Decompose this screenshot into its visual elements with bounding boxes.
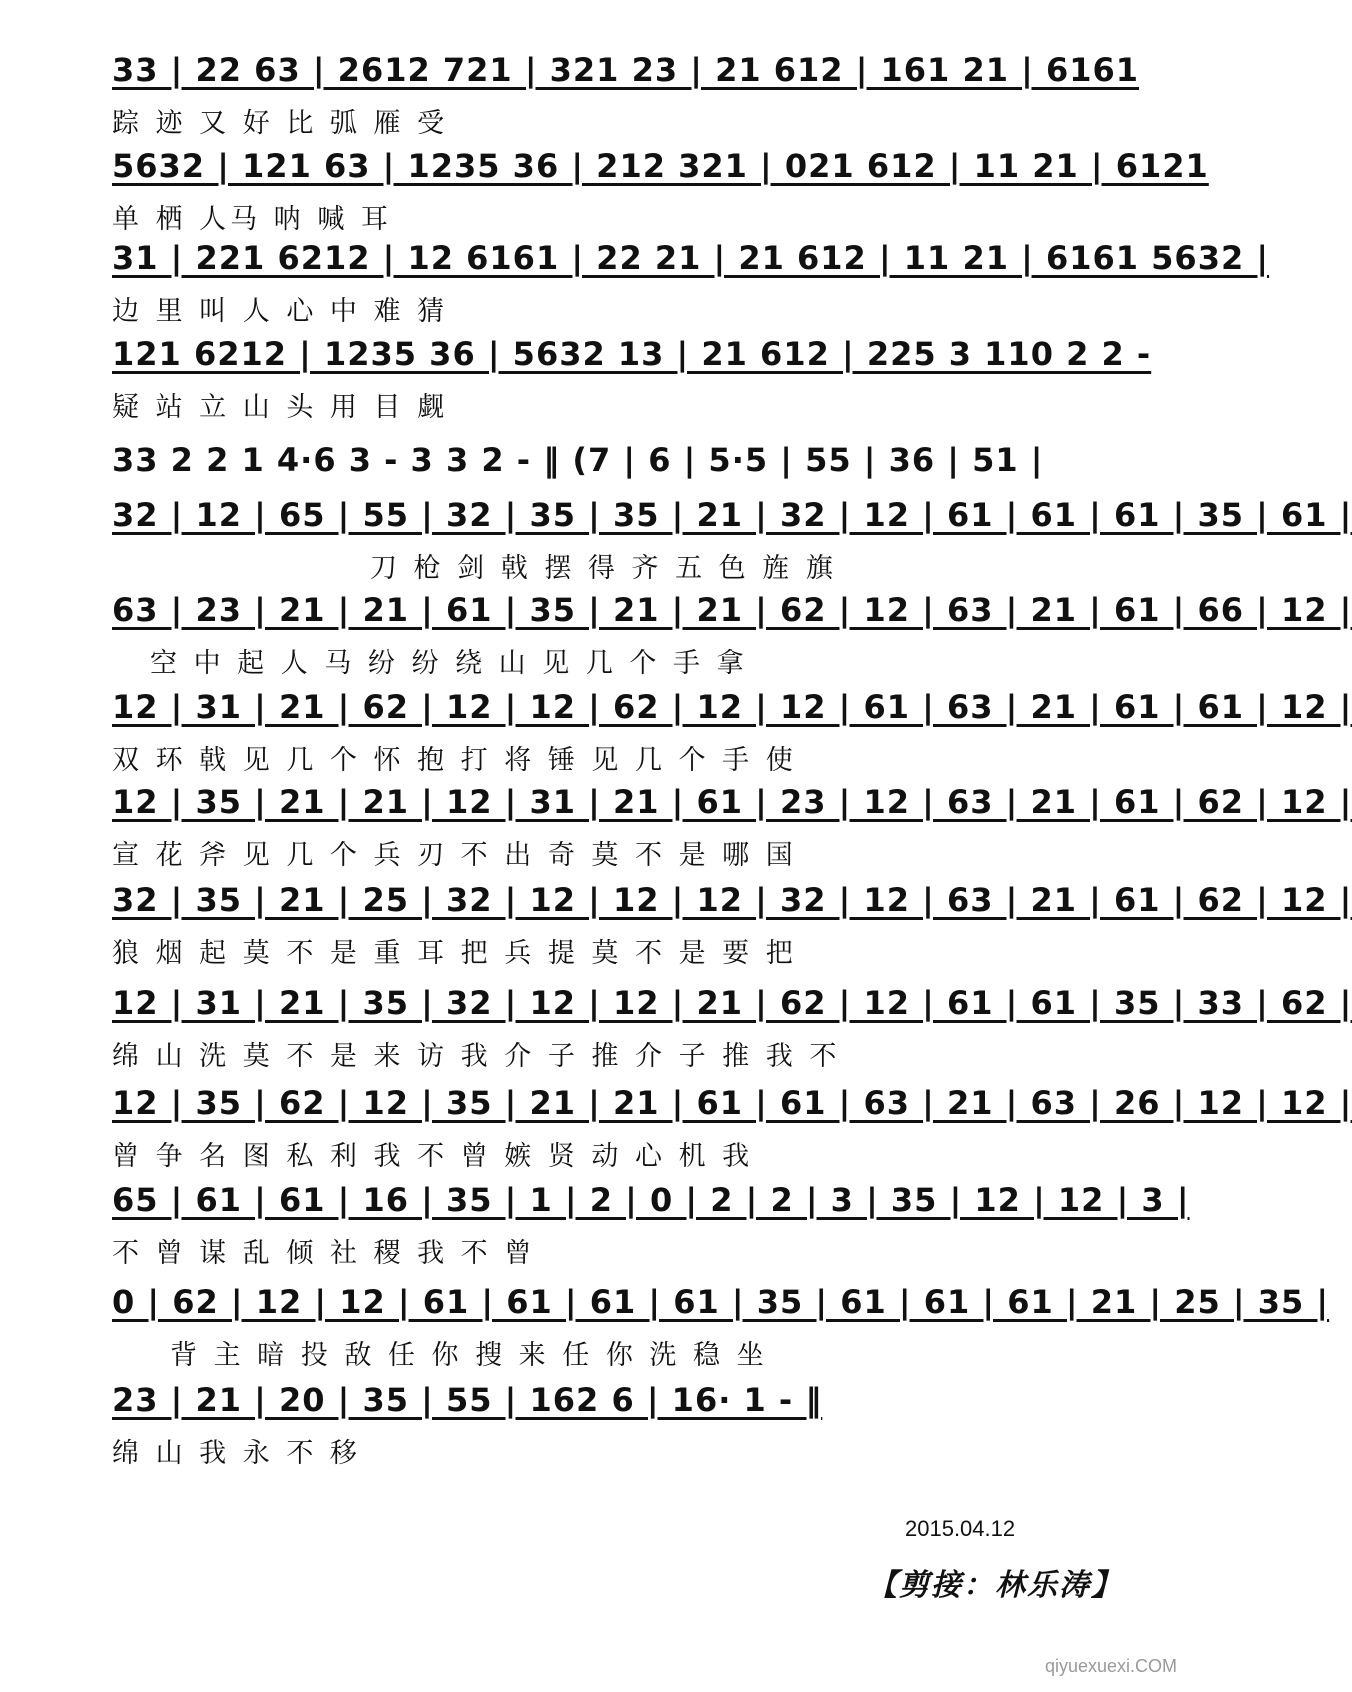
notation-line: 12 | 31 | 21 | 62 | 12 | 12 | 62 | 12 | 12 | 61 | 63 | 21 | 61 | 61 | 12 | xyxy=(112,688,1352,726)
notation-line: 32 | 35 | 21 | 25 | 32 | 12 | 12 | 12 | 32 | 12 | 63 | 21 | 61 | 62 | 12 | xyxy=(112,881,1352,919)
lyrics-line: 边 里 叫 人 心 中 难 猜 xyxy=(112,296,449,327)
lyrics-line: 绵 山 洗 莫 不 是 来 访 我 介 子 推 介 子 推 我 不 xyxy=(112,1041,841,1072)
notation-line: 12 | 35 | 21 | 21 | 12 | 31 | 21 | 61 | 23 | 12 | 63 | 21 | 61 | 62 | 12 | xyxy=(112,783,1352,821)
site-watermark: qiyuexuexi.COM xyxy=(1045,1656,1178,1676)
lyrics-line: 曾 争 名 图 私 利 我 不 曾 嫉 贤 动 心 机 我 xyxy=(112,1141,754,1172)
notation-line: 23 | 21 | 20 | 35 | 55 | 162 6 | 16· 1 - ‖ xyxy=(112,1381,823,1419)
notation-line: 65 | 61 | 61 | 16 | 35 | 1 | 2 | 0 | 2 | 2 | 3 | 35 | 12 | 12 | 3 | xyxy=(112,1181,1190,1219)
lyrics-line: 宣 花 斧 见 几 个 兵 刃 不 出 奇 莫 不 是 哪 国 xyxy=(112,840,797,871)
lyrics-line: 狼 烟 起 莫 不 是 重 耳 把 兵 提 莫 不 是 要 把 xyxy=(112,938,797,969)
date-stamp: 2015.04.12 xyxy=(905,1516,1016,1541)
notation-line: 5632 | 121 63 | 1235 36 | 212 321 | 021 612 | 11 21 | 6121 xyxy=(112,147,1209,185)
notation-line: 33 2 2 1 4·6 3 - 3 3 2 - ‖ (7 | 6 | 5·5 | 55 | 36 | 51 | xyxy=(112,441,1044,479)
lyrics-line: 踪 迹 又 好 比 弧 雁 受 xyxy=(112,108,449,139)
lyrics-line: 绵 山 我 永 不 移 xyxy=(112,1438,361,1469)
notation-line: 31 | 221 6212 | 12 6161 | 22 21 | 21 612 | 11 21 | 6161 5632 | xyxy=(112,239,1270,277)
lyrics-line: 单 栖 人马 呐 喊 耳 xyxy=(112,204,392,235)
notation-line: 12 | 31 | 21 | 35 | 32 | 12 | 12 | 21 | 62 | 12 | 61 | 61 | 35 | 33 | 62 | xyxy=(112,984,1352,1022)
notation-line: 33 | 22 63 | 2612 721 | 321 23 | 21 612 | 161 21 | 6161 xyxy=(112,51,1140,89)
notation-line: 0 | 62 | 12 | 12 | 61 | 61 | 61 | 61 | 35 | 61 | 61 | 61 | 21 | 25 | 35 | xyxy=(112,1283,1330,1321)
lyrics-line: 疑 站 立 山 头 用 目 觑 xyxy=(112,392,449,423)
notation-line: 32 | 12 | 65 | 55 | 32 | 35 | 35 | 21 | 32 | 12 | 61 | 61 | 61 | 35 | 61 | xyxy=(112,496,1352,534)
notation-line: 121 6212 | 1235 36 | 5632 13 | 21 612 | 225 3 110 2 2 - xyxy=(112,335,1152,373)
lyrics-line: 不 曾 谋 乱 倾 社 稷 我 不 曾 xyxy=(112,1238,536,1269)
notation-line: 63 | 23 | 21 | 21 | 61 | 35 | 21 | 21 | 62 | 12 | 63 | 21 | 61 | 66 | 12 | xyxy=(112,591,1352,629)
credit-label: 【剪接：林乐涛】 xyxy=(867,1568,1123,1603)
lyrics-line: 刀 枪 剑 戟 摆 得 齐 五 色 旌 旗 xyxy=(370,553,837,584)
lyrics-line: 双 环 戟 见 几 个 怀 抱 打 将 锤 见 几 个 手 使 xyxy=(112,745,797,776)
notation-line: 12 | 35 | 62 | 12 | 35 | 21 | 21 | 61 | 61 | 63 | 21 | 63 | 26 | 12 | 12 | xyxy=(112,1084,1352,1122)
lyrics-line: 背 主 暗 投 敌 任 你 搜 来 任 你 洗 稳 坐 xyxy=(170,1340,768,1371)
lyrics-line: 空 中 起 人 马 纷 纷 绕 山 见 几 个 手 拿 xyxy=(150,648,748,679)
